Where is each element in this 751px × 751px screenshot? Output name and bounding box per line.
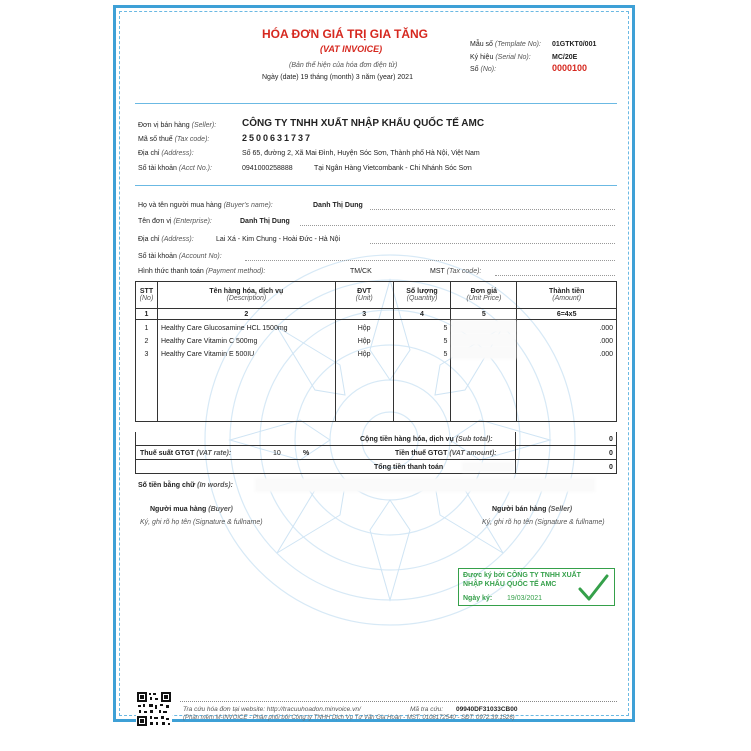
buyer-acct-label: Số tài khoản (Account No): xyxy=(138,253,222,260)
buyer-address: Lai Xá - Kim Chung - Hoài Đức - Hà Nội xyxy=(216,236,341,243)
footer-divider xyxy=(180,701,617,702)
table-number-row: 1 2 3 4 5 6=4x5 xyxy=(136,309,617,320)
vat-percent: % xyxy=(303,450,310,457)
invoice-no-value: 0000100 xyxy=(552,63,588,73)
vat-amount-value: 0 xyxy=(609,450,613,457)
template-label: Mẫu số (Template No): xyxy=(470,41,541,48)
subtotal-value: 0 xyxy=(609,436,613,443)
dotted-line xyxy=(495,275,615,276)
checkmark-icon xyxy=(577,573,609,603)
seller-signature-note: Ký, ghi rõ họ tên (Signature & fullname) xyxy=(482,519,605,526)
totals-divider xyxy=(135,459,617,460)
buyer-signature-note: Ký, ghi rõ họ tên (Signature & fullname) xyxy=(140,519,263,526)
stamp-date-label: Ngày ký: xyxy=(463,595,493,602)
stamp-line-1: Được ký bởi CÔNG TY TNHH XUẤT xyxy=(463,572,581,579)
table-row: 1 Healthy Care Glucosamine HCL 1500mg Hộp 5 .000 xyxy=(136,320,617,334)
totals-col-divider xyxy=(515,432,516,474)
table-row: 2 Healthy Care Vitamin C 500mg Hộp 5 .000 xyxy=(136,333,617,346)
header-divider xyxy=(135,103,617,104)
dotted-line xyxy=(370,243,615,244)
items-table xyxy=(135,281,617,422)
stamp-date: 19/03/2021 xyxy=(507,595,543,602)
dotted-line xyxy=(370,209,615,210)
seller-tax-code: 2500631737 xyxy=(242,133,313,143)
invoice-note: (Bản thể hiện của hóa đơn điện tử) xyxy=(289,62,398,69)
seller-signature-label: Người bán hàng (Seller) xyxy=(492,506,573,513)
stamp-line-2: NHẬP KHẨU QUỐC TẾ AMC xyxy=(463,581,557,588)
table-row: 3 Healthy Care Vitamin E 500IU Hộp 5 .000 xyxy=(136,346,617,359)
invoice-no-label: Số (No): xyxy=(470,66,497,73)
seller-address-label: Địa chỉ (Address): xyxy=(138,150,194,157)
invoice-title: HÓA ĐƠN GIÁ TRỊ GIA TĂNG xyxy=(262,27,429,41)
dotted-line xyxy=(300,225,615,226)
lookup-code: 09940DF31033CB00 xyxy=(456,706,518,713)
header-unit: ĐVT (Unit) xyxy=(335,282,393,309)
header-quantity: Số lượng (Quantity) xyxy=(393,282,451,309)
seller-address: Số 65, đường 2, Xã Mai Đình, Huyện Sóc Sơn, Thành phố Hà Nội, Việt Nam xyxy=(242,150,480,157)
seller-acct-label: Số tài khoản (Acct No.): xyxy=(138,165,212,172)
header-unit-price: Đơn giá (Unit Price) xyxy=(451,282,517,309)
lookup-website: Tra cứu hóa đơn tại website: http://tracuuhoadon.minvoice.vn/ xyxy=(183,706,361,713)
table-empty-row xyxy=(136,359,617,422)
subtotal-label: Cộng tiền hàng hóa, dịch vụ (Sub total): xyxy=(360,436,493,443)
header-description: Tên hàng hóa, dịch vụ (Description) xyxy=(157,282,335,309)
totals-divider xyxy=(135,445,617,446)
redacted-area xyxy=(255,478,595,492)
vat-rate-label: Thuế suất GTGT (VAT rate): xyxy=(140,450,232,457)
software-note: (Phần mềm M-INVOICE - Phân phối bởi Công ty TNHH Dịch Vụ Tư Vấn Gia Hoàn - MST: 0108172540 - SĐT: 0972.39.1526) xyxy=(183,715,515,721)
serial-value: MC/20E xyxy=(552,54,578,61)
seller-acct-no: 0941000258888 xyxy=(242,165,293,172)
seller-tax-label: Mã số thuế (Tax code): xyxy=(138,136,210,143)
digital-signature-stamp xyxy=(458,568,615,606)
seller-bank: Tại Ngân Hàng Vietcombank - Chi Nhánh Sóc Sơn xyxy=(314,165,472,172)
payment-label: Hình thức thanh toán (Payment method): xyxy=(138,268,266,275)
template-value: 01GTKT0/001 xyxy=(552,41,597,48)
buyer-signature-label: Người mua hàng (Buyer) xyxy=(150,506,233,513)
vat-rate: 10 xyxy=(273,450,281,457)
header-no: STT (No) xyxy=(136,282,158,309)
table-header-row xyxy=(136,282,617,309)
buyer-name-label: Họ và tên người mua hàng (Buyer's name): xyxy=(138,202,273,209)
buyer-address-label: Địa chỉ (Address): xyxy=(138,236,194,243)
seller-name: CÔNG TY TNHH XUẤT NHẬP KHẨU QUỐC TẾ AMC xyxy=(242,118,485,129)
payment-method: TM/CK xyxy=(350,268,372,275)
dotted-line xyxy=(245,260,615,261)
qr-code-icon xyxy=(136,691,172,727)
total-value: 0 xyxy=(609,464,613,471)
header-amount: Thành tiền (Amount) xyxy=(517,282,617,309)
serial-label: Ký hiệu (Serial No): xyxy=(470,54,531,61)
redacted-area xyxy=(462,462,514,472)
in-words-label: Số tiền bằng chữ (In words): xyxy=(138,482,233,489)
vat-amount-label: Tiền thuế GTGT (VAT amount): xyxy=(395,450,497,457)
buyer-enterprise-label: Tên đơn vị (Enterprise): xyxy=(138,218,212,225)
total-label: Tổng tiền thanh toán xyxy=(374,464,444,471)
buyer-name: Danh Thị Dung xyxy=(313,202,363,209)
invoice-date: Ngày (date) 19 tháng (month) 3 năm (year) 2021 xyxy=(262,74,413,81)
buyer-enterprise: Danh Thị Dung xyxy=(240,218,290,225)
seller-label: Đơn vị bán hàng (Seller): xyxy=(138,122,217,129)
buyer-mst-label: MST (Tax code): xyxy=(430,268,482,275)
lookup-code-label: Mã tra cứu: xyxy=(410,706,444,713)
invoice-subtitle: (VAT INVOICE) xyxy=(320,44,383,54)
seller-divider xyxy=(135,185,617,186)
